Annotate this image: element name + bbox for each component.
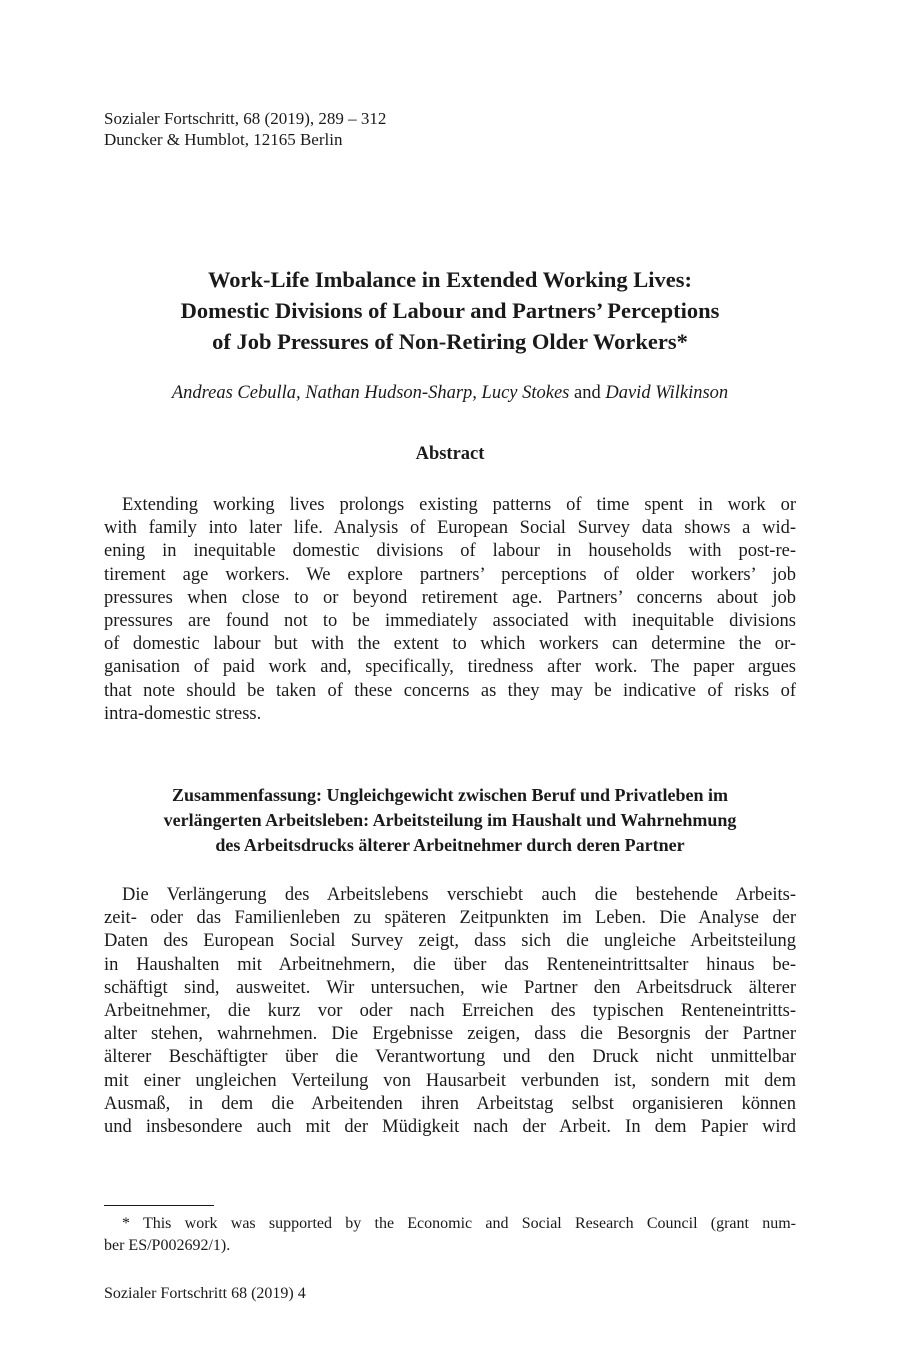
zusammenfassung-line: schäftigt sind, ausweitet. Wir untersuchen, wie Partner den Arbeitsdruck älterer	[104, 977, 796, 998]
abstract-line: ganisation of paid work and, specifically, tiredness after work. The paper argues	[104, 657, 796, 678]
zusammenfassung-line: in Haushalten mit Arbeitnehmern, die über das Renteneintrittsalter hinaus be-	[104, 954, 796, 975]
footnote	[104, 1213, 796, 1257]
abstract-line: Extending working lives prolongs existing patterns of time spent in work or	[122, 495, 796, 515]
author-name: Nathan Hudson-Sharp,	[305, 383, 477, 403]
zusammenfassung-line: Die Verlängerung des Arbeitslebens verschiebt auch die bestehende Arbeits-	[122, 885, 796, 905]
footnote-divider	[104, 1205, 214, 1206]
journal-header	[104, 108, 386, 150]
footnote-line: * This work was supported by the Economic and Social Research Council (grant num-	[122, 1215, 796, 1232]
zusammenfassung-line: zeit- oder das Familienleben zu späteren Zeitpunkten im Leben. Die Analyse der	[104, 908, 796, 929]
author-name: David Wilkinson	[605, 383, 729, 403]
publisher-line: Duncker & Humblot, 12165 Berlin	[104, 130, 343, 149]
author-conjunction: and	[574, 383, 601, 403]
zusammenfassung-line: mit einer ungleichen Verteilung von Hausarbeit verbunden ist, sondern mit dem	[104, 1070, 796, 1091]
abstract-line: pressures are found not to be immediately associated with inequitable divisions	[104, 611, 796, 632]
zusammenfassung-body	[104, 884, 796, 1139]
abstract-body	[104, 494, 796, 726]
title-line: of Job Pressures of Non-Retiring Older Workers*	[212, 329, 688, 354]
abstract-line: ening in inequitable domestic divisions of labour in households with post-re-	[104, 541, 796, 562]
zusammenfassung-line: Ausmaß, in dem die Arbeitenden ihren Arbeitstag selbst organisieren können	[104, 1093, 796, 1114]
abstract-line: pressures when close to or beyond retirement age. Partners’ concerns about job	[104, 587, 796, 608]
page-footer: Sozialer Fortschritt 68 (2019) 4	[104, 1285, 306, 1302]
zusammenfassung-line: älterer Beschäftigter über die Verantwortung und den Druck nicht unmittelbar	[104, 1047, 796, 1068]
zusammenfassung-heading-line: verlängerten Arbeitsleben: Arbeitsteilung im Haushalt und Wahrnehmung	[163, 810, 737, 830]
title-line: Work-Life Imbalance in Extended Working Lives:	[207, 267, 692, 292]
zusammenfassung-heading-line: Zusammenfassung: Ungleichgewicht zwischen Beruf und Privatleben im	[171, 785, 728, 805]
abstract-line: with family into later life. Analysis of European Social Survey data shows a wid-	[104, 518, 796, 539]
paper-title	[100, 264, 800, 357]
author-name: Lucy Stokes	[481, 383, 570, 403]
abstract-heading: Abstract	[415, 444, 485, 464]
zusammenfassung-line: Arbeitnehmer, die kurz vor oder nach Erreichen des typischen Renteneintritts-	[104, 1001, 796, 1022]
zusammenfassung-heading	[100, 783, 800, 858]
journal-citation: Sozialer Fortschritt, 68 (2019), 289 – 312	[104, 109, 387, 128]
footnote-line: ber ES/P002692/1).	[104, 1237, 231, 1254]
author-list	[100, 381, 800, 405]
abstract-line: tirement age workers. We explore partners’ perceptions of older workers’ job	[104, 564, 796, 585]
zusammenfassung-line: und insbesondere auch mit der Müdigkeit nach der Arbeit. In dem Papier wird	[104, 1117, 796, 1138]
abstract-line: that note should be taken of these concerns as they may be indicative of risks of	[104, 680, 796, 701]
author-name: Andreas Cebulla,	[171, 383, 301, 403]
zusammenfassung-heading-line: des Arbeitsdrucks älterer Arbeitnehmer durch deren Partner	[215, 835, 685, 855]
abstract-line: of domestic labour but with the extent to which workers can determine the or-	[104, 634, 796, 655]
title-line: Domestic Divisions of Labour and Partners’ Perceptions	[180, 298, 720, 323]
zusammenfassung-line: Daten des European Social Survey zeigt, dass sich die ungleiche Arbeitsteilung	[104, 931, 796, 952]
zusammenfassung-line: alter stehen, wahrnehmen. Die Ergebnisse zeigen, dass die Besorgnis der Partner	[104, 1024, 796, 1045]
abstract-line: intra-domestic stress.	[104, 703, 262, 724]
